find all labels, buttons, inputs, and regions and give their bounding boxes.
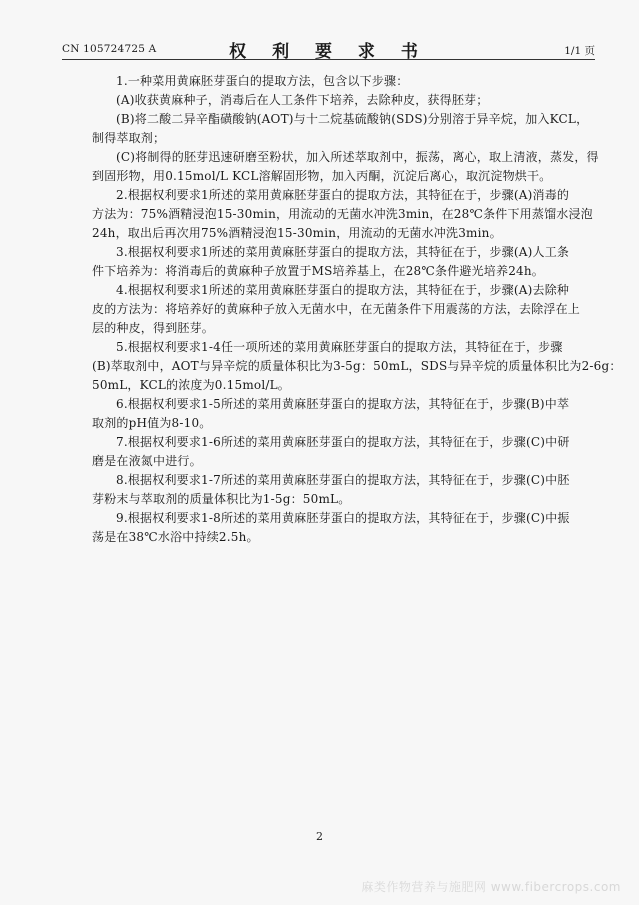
claim-line: 层的种皮，得到胚芽。: [92, 321, 215, 335]
claim-line: 8.根据权利要求1-7所述的菜用黄麻胚芽蛋白的提取方法，其特征在于，步骤(C)中胚: [116, 473, 570, 487]
claim-1: [92, 72, 599, 186]
claim-line: 24h，取出后再次用75%酒精浸泡15-30min，用流动的无菌水冲洗3min。: [92, 226, 502, 240]
claim-9: [92, 509, 570, 547]
claim-line: (C)将制得的胚芽迅速研磨至粉状，加入所述萃取剂中，振荡，离心，取上清液，蒸发，得: [116, 150, 599, 164]
document-title: 权 利 要 求 书: [229, 42, 428, 62]
claim-4: [92, 281, 581, 338]
claim-line: 9.根据权利要求1-8所述的菜用黄麻胚芽蛋白的提取方法，其特征在于，步骤(C)中振: [116, 511, 570, 525]
claim-line: 皮的方法为：将培养好的黄麻种子放入无菌水中，在无菌条件下用震荡的方法，去除浮在上: [92, 302, 581, 316]
claim-line: 件下培养为：将消毒后的黄麻种子放置于MS培养基上，在28℃条件避光培养24h。: [92, 264, 545, 278]
page-count: 1/1 页: [564, 45, 595, 57]
claim-line: 取剂的pH值为8-10。: [92, 416, 212, 430]
claim-line: 方法为：75%酒精浸泡15-30min，用流动的无菌水冲洗3min，在28℃条件下用蒸馏水浸泡: [92, 207, 593, 221]
claim-line: 1.一种菜用黄麻胚芽蛋白的提取方法，包含以下步骤：: [116, 74, 409, 88]
claim-line: (B)将二酸二异辛酯磺酸钠(AOT)与十二烷基硫酸钠(SDS)分别溶于异辛烷，加入KCL，: [116, 112, 589, 126]
claim-line: 4.根据权利要求1所述的菜用黄麻胚芽蛋白的提取方法，其特征在于，步骤(A)去除种: [116, 283, 570, 297]
page-number: 2: [316, 830, 323, 843]
claim-line: (A)收获黄麻种子，消毒后在人工条件下培养，去除种皮，获得胚芽；: [116, 93, 489, 107]
claim-line: 制得萃取剂；: [92, 131, 166, 145]
claim-3: [92, 243, 570, 281]
claim-2: [92, 186, 593, 243]
claim-5: [92, 338, 622, 395]
claim-line: 5.根据权利要求1-4任一项所述的菜用黄麻胚芽蛋白的提取方法，其特征在于，步骤: [116, 340, 563, 354]
claim-line: (B)萃取剂中，AOT与异辛烷的质量体积比为3-5g：50mL，SDS与异辛烷的质量体积比为2-6g：: [92, 359, 622, 373]
claim-line: 6.根据权利要求1-5所述的菜用黄麻胚芽蛋白的提取方法，其特征在于，步骤(B)中萃: [116, 397, 570, 411]
claim-8: [92, 471, 570, 509]
claim-7: [92, 433, 570, 471]
claim-line: 50mL，KCL的浓度为0.15mol/L。: [92, 378, 290, 392]
claim-6: [92, 395, 570, 433]
claims-body: [92, 72, 622, 547]
watermark: 麻类作物营养与施肥网 www.fibercrops.com: [361, 880, 621, 894]
claim-line: 2.根据权利要求1所述的菜用黄麻胚芽蛋白的提取方法，其特征在于，步骤(A)消毒的: [116, 188, 570, 202]
claim-line: 磨是在液氮中进行。: [92, 454, 202, 468]
claim-line: 芽粉末与萃取剂的质量体积比为1-5g：50mL。: [92, 492, 351, 506]
claim-line: 到固形物，用0.15mol/L KCL溶解固形物，加入丙酮，沉淀后离心，取沉淀物烘干。: [92, 169, 552, 183]
page-header: [62, 37, 595, 60]
publication-number: CN 105724725 A: [62, 43, 157, 55]
claim-line: 7.根据权利要求1-6所述的菜用黄麻胚芽蛋白的提取方法，其特征在于，步骤(C)中研: [116, 435, 570, 449]
claim-line: 荡是在38℃水浴中持续2.5h。: [92, 530, 259, 544]
claim-line: 3.根据权利要求1所述的菜用黄麻胚芽蛋白的提取方法，其特征在于，步骤(A)人工条: [116, 245, 570, 259]
